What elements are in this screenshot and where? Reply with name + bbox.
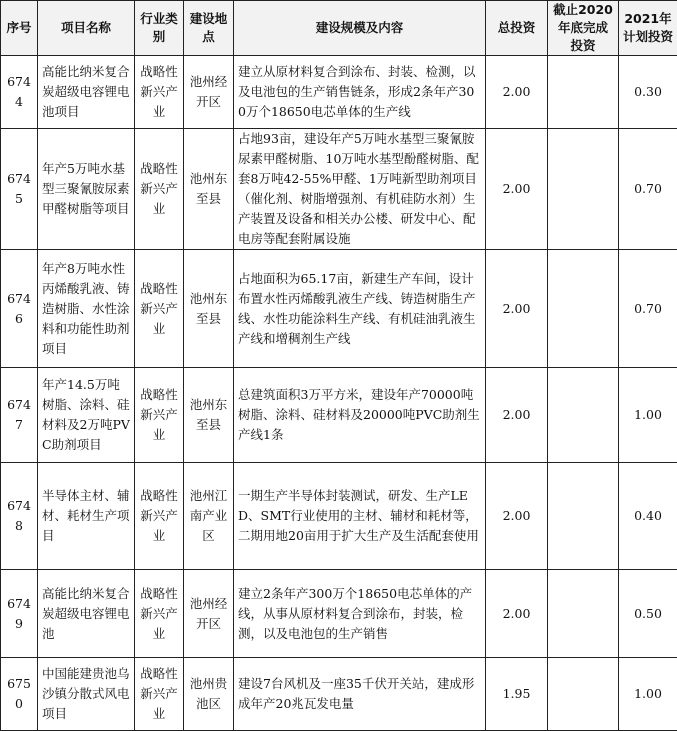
table-row (1, 463, 677, 570)
cell-plan2021: 0.30 (619, 56, 677, 129)
cell-category: 战略性新兴产业 (135, 463, 184, 570)
cell-name: 年产14.5万吨树脂、涂料、硅材料及2万吨PVC助剂项目 (38, 368, 135, 463)
cell-name: 半导体主材、辅材、耗材生产项目 (38, 463, 135, 570)
cell-total: 2.00 (486, 570, 548, 658)
cell-content: 建立从原材料复合到涂布、封装、检测，以及电池包的生产销售链条，形成2条年产300万个18650电芯单体的生产线 (234, 56, 486, 129)
cell-content: 占地93亩，建设年产5万吨水基型三聚氰胺尿素甲醛树脂、10万吨水基型酚醛树脂、配套8万吨42-55%甲醛、1万吨新型助剂项目（催化剂、树脂增强剂、有机硅防水剂）生产装置及设备和相关办公楼、研发中心、配电房等配套附属设施 (234, 129, 486, 250)
cell-category: 战略性新兴产业 (135, 368, 184, 463)
cell-location: 池州江南产业区 (184, 463, 234, 570)
cell-name: 中国能建贵池乌沙镇分散式风电项目 (38, 658, 135, 731)
cell-num: 6744 (1, 56, 38, 129)
table-row (1, 368, 677, 463)
header-plan2021: 2021年计划投资 (619, 1, 677, 56)
header-content: 建设规模及内容 (234, 1, 486, 56)
cell-num: 6747 (1, 368, 38, 463)
cell-plan2021: 0.40 (619, 463, 677, 570)
header-row (1, 1, 677, 56)
cell-content: 占地面积为65.17亩，新建生产车间，设计布置水性丙烯酸乳液生产线、铸造树脂生产线、水性功能涂料生产线、有机硅油乳液生产线和增稠剂生产线 (234, 250, 486, 368)
cell-name: 高能比纳米复合炭超级电容锂电池项目 (38, 56, 135, 129)
cell-total: 1.95 (486, 658, 548, 731)
header-num: 序号 (1, 1, 38, 56)
cell-content: 建设7台风机及一座35千伏开关站，建成形成年产20兆瓦发电量 (234, 658, 486, 731)
cell-completed (548, 368, 619, 463)
cell-content: 建立2条年产300万个18650电芯单体的产线，从事从原材料复合到涂布，封装，检测，以及电池包的生产销售 (234, 570, 486, 658)
cell-location: 池州经开区 (184, 56, 234, 129)
header-completed: 截止2020年底完成投资 (548, 1, 619, 56)
cell-category: 战略性新兴产业 (135, 56, 184, 129)
header-category: 行业类别 (135, 1, 184, 56)
cell-completed (548, 56, 619, 129)
cell-num: 6748 (1, 463, 38, 570)
cell-category: 战略性新兴产业 (135, 658, 184, 731)
cell-plan2021: 0.70 (619, 129, 677, 250)
cell-completed (548, 250, 619, 368)
cell-category: 战略性新兴产业 (135, 250, 184, 368)
cell-category: 战略性新兴产业 (135, 570, 184, 658)
cell-content: 总建筑面积3万平方米，建设年产70000吨树脂、涂料、硅材料及20000吨PVC助剂生产线1条 (234, 368, 486, 463)
cell-name: 年产5万吨水基型三聚氰胺尿素甲醛树脂等项目 (38, 129, 135, 250)
table-row (1, 56, 677, 129)
cell-location: 池州贵池区 (184, 658, 234, 731)
cell-total: 2.00 (486, 463, 548, 570)
cell-total: 2.00 (486, 250, 548, 368)
header-location: 建设地点 (184, 1, 234, 56)
table-row (1, 129, 677, 250)
header-name: 项目名称 (38, 1, 135, 56)
cell-total: 2.00 (486, 56, 548, 129)
cell-completed (548, 570, 619, 658)
cell-name: 年产8万吨水性丙烯酸乳液、铸造树脂、水性涂料和功能性助剂项目 (38, 250, 135, 368)
cell-num: 6749 (1, 570, 38, 658)
cell-name: 高能比纳米复合炭超级电容锂电池 (38, 570, 135, 658)
cell-location: 池州东至县 (184, 368, 234, 463)
cell-location: 池州东至县 (184, 250, 234, 368)
cell-plan2021: 1.00 (619, 368, 677, 463)
cell-num: 6746 (1, 250, 38, 368)
cell-plan2021: 0.70 (619, 250, 677, 368)
cell-location: 池州经开区 (184, 570, 234, 658)
table-row (1, 250, 677, 368)
cell-completed (548, 463, 619, 570)
cell-location: 池州东至县 (184, 129, 234, 250)
cell-plan2021: 0.50 (619, 570, 677, 658)
table-row (1, 658, 677, 731)
cell-completed (548, 129, 619, 250)
cell-num: 6745 (1, 129, 38, 250)
cell-completed (548, 658, 619, 731)
cell-num: 6750 (1, 658, 38, 731)
cell-total: 2.00 (486, 368, 548, 463)
table-row (1, 570, 677, 658)
cell-total: 2.00 (486, 129, 548, 250)
header-total: 总投资 (486, 1, 548, 56)
cell-content: 一期生产半导体封装测试，研发、生产LED、SMT行业使用的主材、辅材和耗材等，二期用地20亩用于扩大生产及生活配套使用 (234, 463, 486, 570)
cell-plan2021: 1.00 (619, 658, 677, 731)
cell-category: 战略性新兴产业 (135, 129, 184, 250)
